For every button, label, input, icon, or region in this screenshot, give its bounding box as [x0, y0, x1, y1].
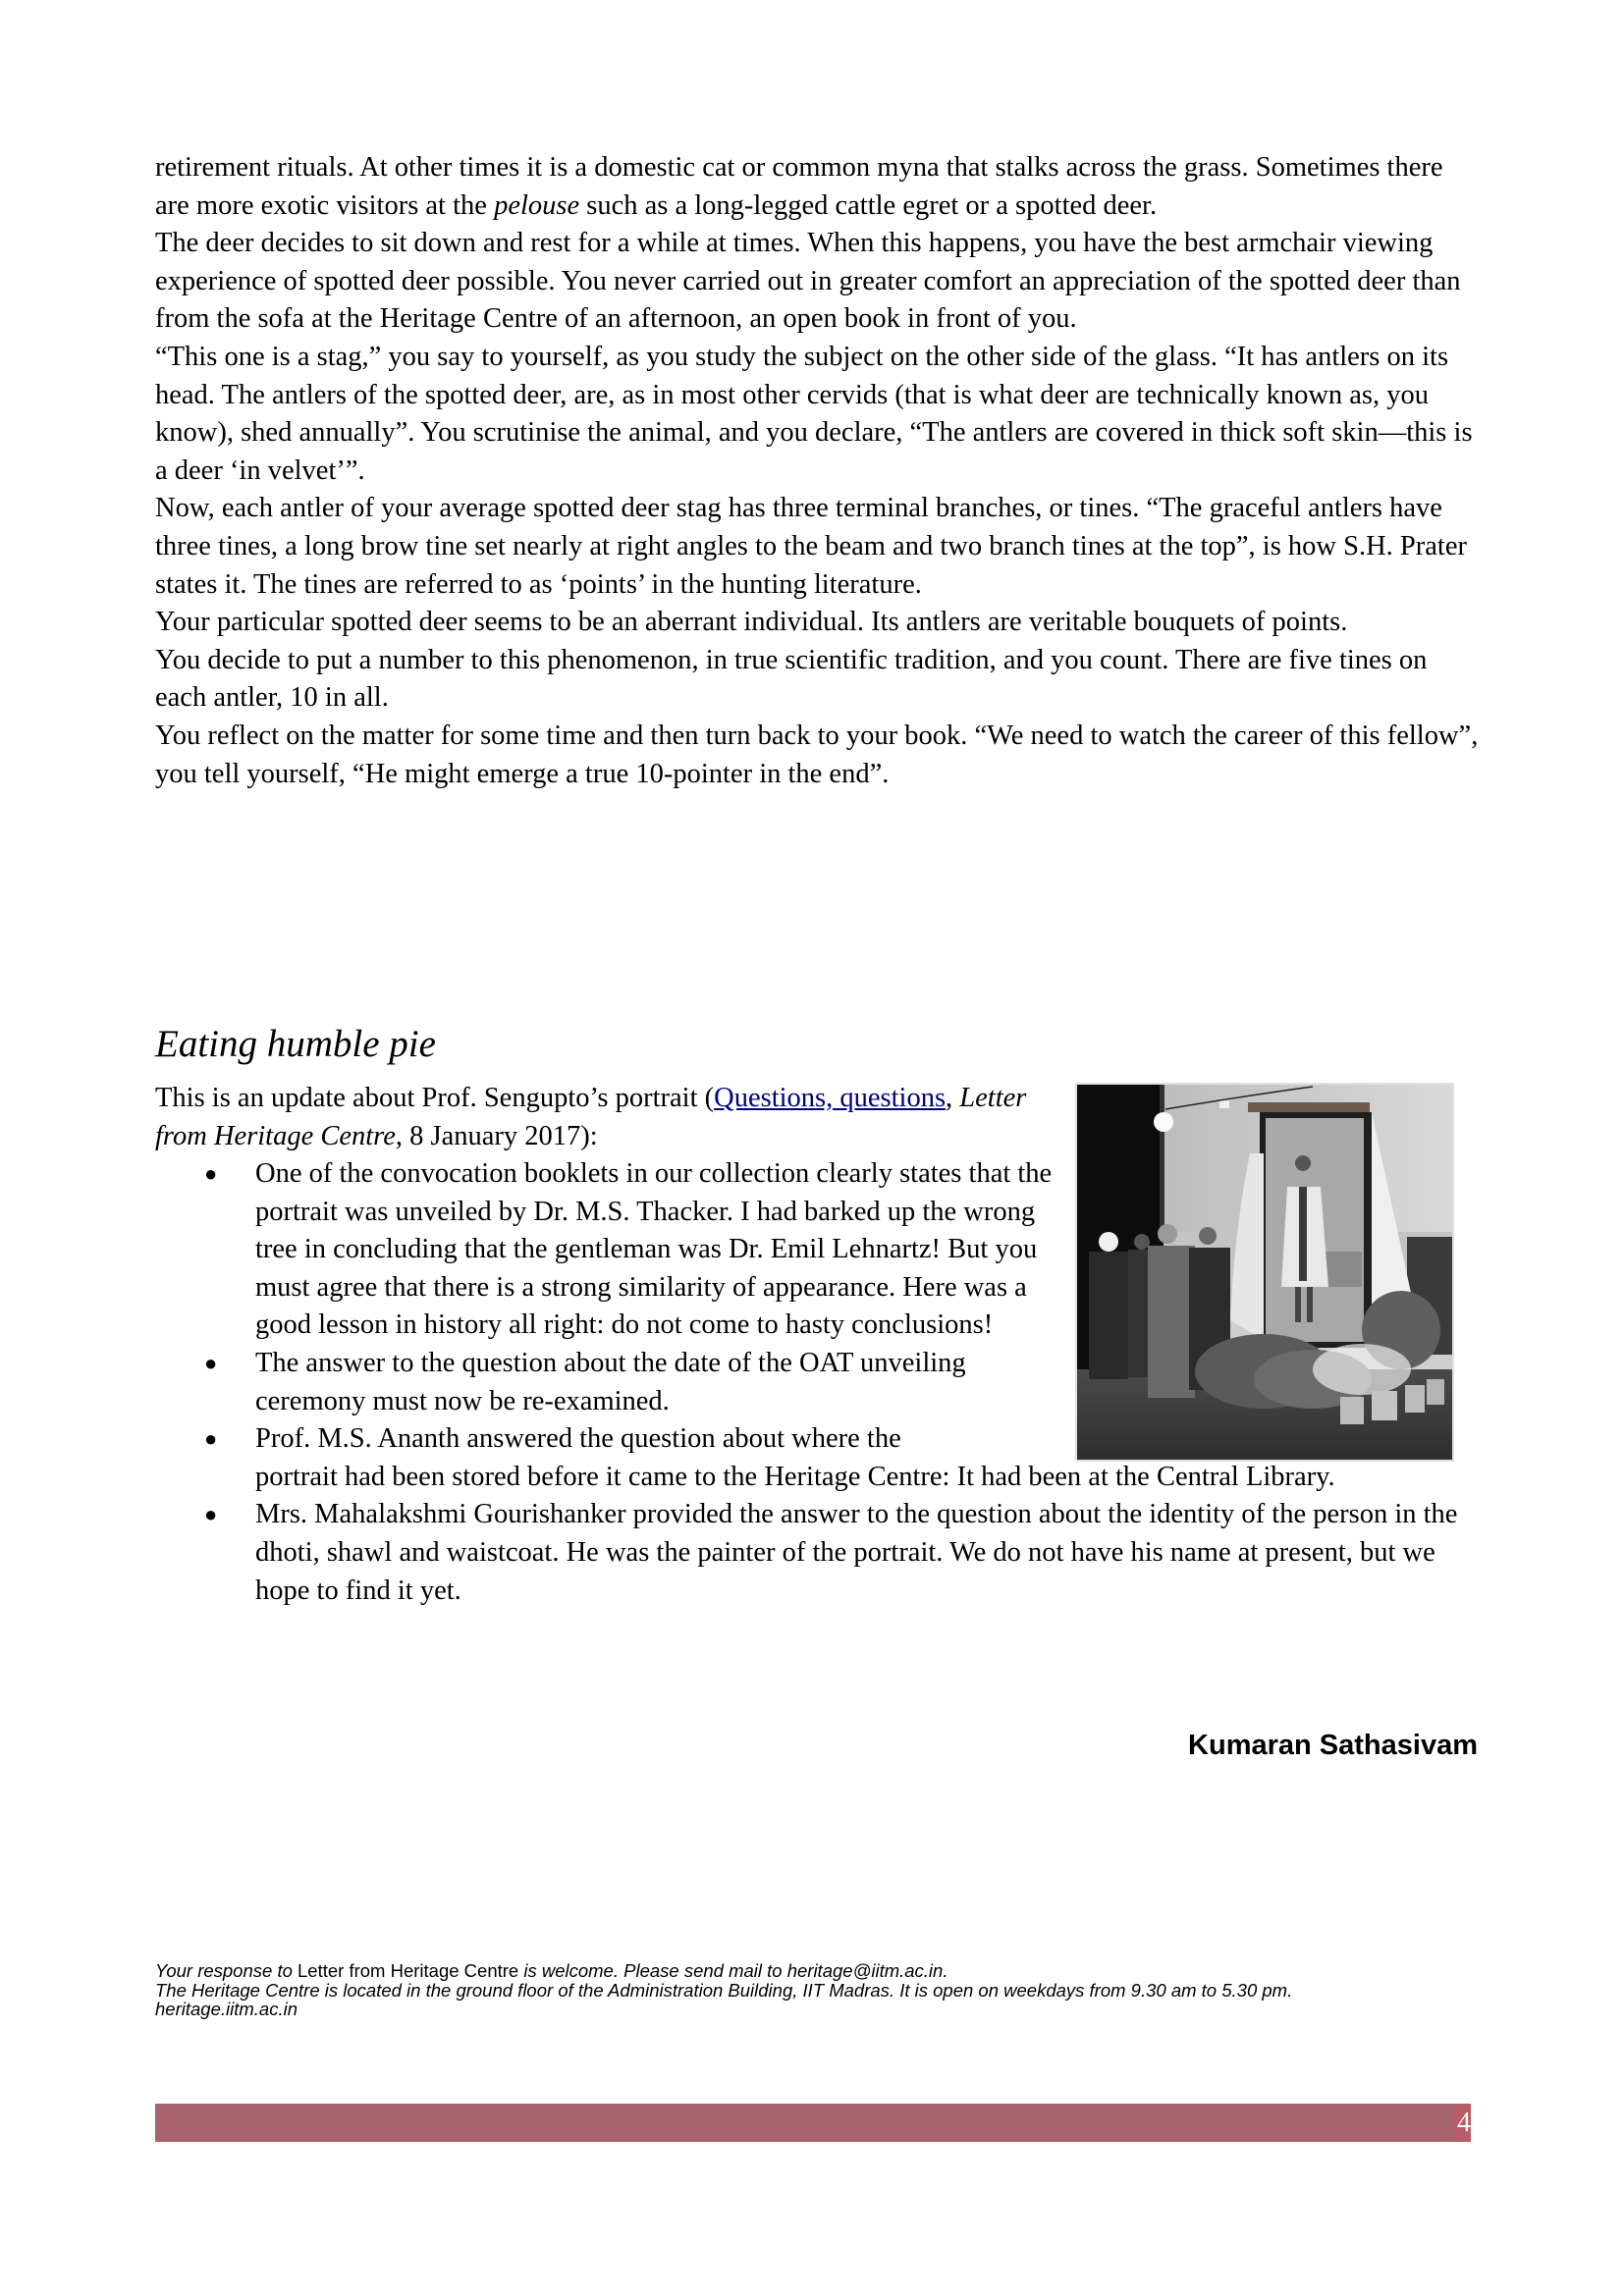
paragraph: Now, each antler of your average spotted deer stag has three terminal branches, or tines. “The graceful antlers have three tines, a long brow tine set nearly at right angles to the beam and two branch tines at the top”, is how S.H. Prater states it. The tines are referred to as ‘points’ in the hunting literature.: [155, 493, 1467, 600]
bullet-icon: ●: [204, 1350, 218, 1375]
paragraph: Your particular spotted deer seems to be an aberrant individual. Its antlers are veritable bouquets of points.: [155, 607, 1348, 638]
paragraph: retirement rituals. At other times it is a domestic cat or common myna that stalks across the grass. Sometimes there are more exotic visitors at the pelouse such as a long-legged cattle egret or a spotted deer.: [155, 152, 1443, 221]
list-item: ● Prof. M.S. Ananth answered the question about where the portrait had been stored before it came to the Heritage Centre: It had been at the Central Library.: [155, 1420, 1481, 1496]
page-number: 4: [1453, 2104, 1471, 2142]
publication-name: Letter from Heritage Centre: [298, 1960, 519, 1981]
publication-title: Letter from Heritage Centre: [155, 1083, 1027, 1151]
footnote: [155, 1961, 1481, 2019]
bullet-icon: ●: [204, 1426, 218, 1452]
paragraph: You reflect on the matter for some time and then turn back to your book. “We need to watch the career of this fellow”, you tell yourself, “He might emerge a true 10-pointer in the end”.: [155, 720, 1479, 789]
bullet-icon: ●: [204, 1161, 218, 1186]
paragraph: The deer decides to sit down and rest for a while at times. When this happens, you have the best armchair viewing experience of spotted deer possible. You never carried out in greater comfort an appreciation of the spotted deer than from the sofa at the Heritage Centre of an afternoon, an open book in front of you.: [155, 228, 1461, 335]
questions-questions-link[interactable]: Questions, questions: [714, 1083, 947, 1113]
intro-paragraph: This is an update about Prof. Sengupto’s portrait (Questions, questions, Letter from Heritage Centre, 8 January 2017):: [155, 1083, 1027, 1151]
author-signature: Kumaran Sathasivam: [1188, 1730, 1478, 1761]
footnote-line: Your response to Letter from Heritage Centre is welcome. Please send mail to heritage@iitm.ac.in.: [155, 1960, 948, 1981]
section-intro: [155, 1080, 1078, 1155]
article-body: [155, 149, 1481, 793]
paragraph: You decide to put a number to this phenomenon, in true scientific tradition, and you count. There are five tines on each antler, 10 in all.: [155, 644, 1428, 714]
list-item: ● One of the convocation booklets in our collection clearly states that the portrait was unveiled by Dr. M.S. Thacker. I had barked up the wrong tree in concluding that the gentleman was Dr. Emil Lehnartz! But you must agree that there is a strong similarity of appearance. Here was a good lesson in history all right: do not come to hasty conclusions!: [155, 1155, 1481, 1345]
italic-term: pelouse: [494, 189, 580, 221]
footnote-website: heritage.iitm.ac.in: [155, 1999, 298, 2019]
paragraph: “This one is a stag,” you say to yourself, as you study the subject on the other side of the glass. “It has antlers on its head. The antlers of the spotted deer, are, as in most other cervids (that is what deer are technically known as, you know), shed annually”. You scrutinise the animal, and you declare, “The antlers are covered in thick soft skin—this is a deer ‘in velvet’”.: [155, 341, 1473, 486]
section-heading: Eating humble pie: [155, 1023, 436, 1065]
photo-illustration: [1077, 1085, 1452, 1460]
portrait-unveiling-photo: [1075, 1083, 1454, 1462]
list-item: ● Mrs. Mahalakshmi Gourishanker provided the answer to the question about the identity of the person in the dhoti, shawl and waistcoat. He was the painter of the portrait. We do not have his name at present, but we hope to find it yet.: [155, 1496, 1481, 1610]
footnote-line: The Heritage Centre is located in the ground floor of the Administration Building, IIT Madras. It is open on weekdays from 9.30 am to 5.30 pm.: [155, 1979, 1293, 2001]
list-item: ● The answer to the question about the date of the OAT unveiling ceremony must now be re-examined.: [155, 1345, 1481, 1420]
bullet-icon: ●: [204, 1502, 218, 1527]
footer-bar: [155, 2104, 1453, 2142]
